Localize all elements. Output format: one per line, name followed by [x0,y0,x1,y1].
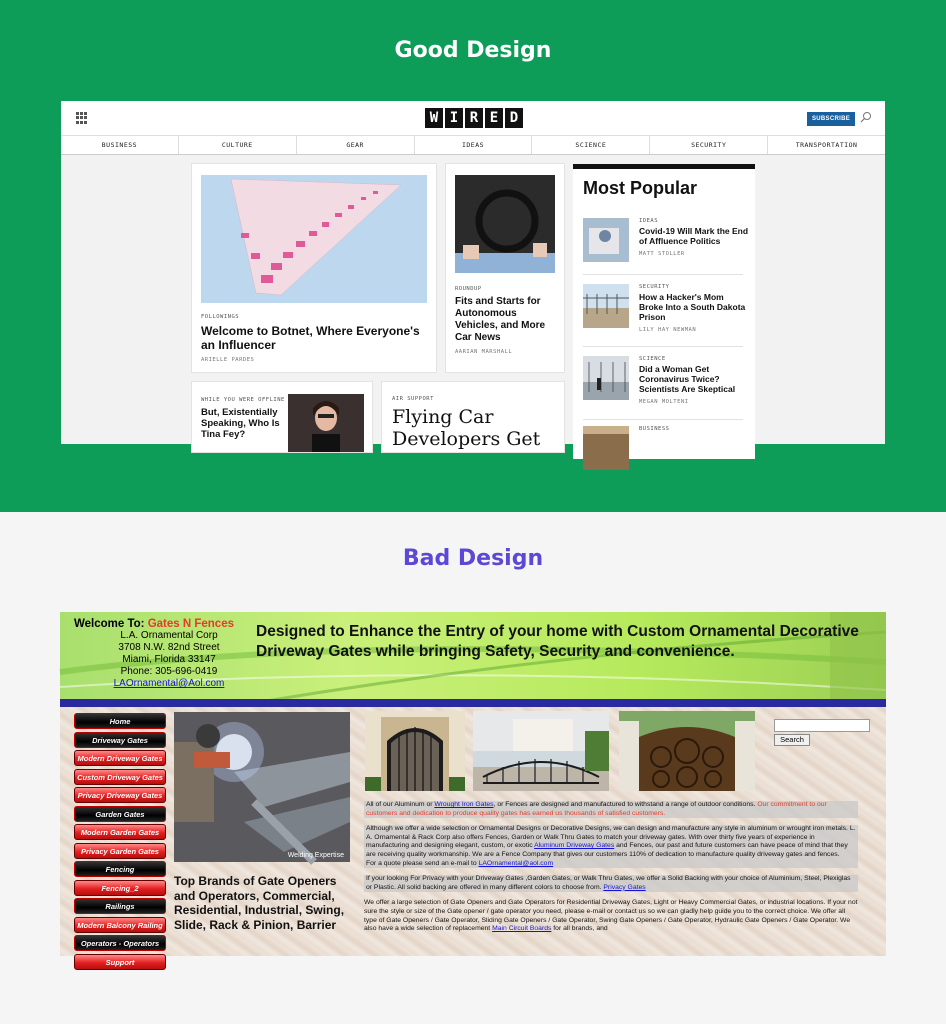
nav-button[interactable]: Privacy Driveway Gates [74,787,166,803]
wired-nav [61,136,885,155]
nav-button[interactable]: Fencing [74,861,166,877]
popular-kicker: IDEAS [639,218,659,224]
popular-kicker: SCIENCE [639,356,666,362]
gate-photo [365,711,465,791]
nav-ideas[interactable]: IDEAS [415,136,533,154]
roundup-image [455,175,555,273]
roundup-card[interactable] [446,164,564,372]
nav-button[interactable]: Support [74,954,166,970]
welcome-line [74,618,264,630]
body-text: for all brands, and [551,925,608,933]
most-popular-item[interactable] [583,356,743,418]
bad-sidebar-nav [74,713,166,972]
body-paragraph [364,801,858,818]
popular-thumb [583,284,629,328]
nav-security[interactable]: SECURITY [650,136,768,154]
nav-button[interactable]: Operators - Operators [74,935,166,951]
menu-grid-icon[interactable] [76,112,88,124]
offline-kicker: WHILE YOU WERE OFFLINE [201,397,285,403]
most-popular-item[interactable] [583,218,749,270]
search-icon[interactable] [860,111,872,123]
company-city: Miami, Florida 33147 [122,654,216,665]
privacy-gates-link[interactable]: Privacy Gates [603,883,646,891]
feature-card[interactable] [192,164,436,372]
body-text: All of our Aluminum or [366,801,435,808]
most-popular-item[interactable] [583,284,746,346]
nav-button[interactable]: Modern Driveway Gates [74,750,166,766]
bad-design-title: Bad Design [402,546,544,571]
popular-headline[interactable]: How a Hacker's Mom Broke Into a South Dakota Prison [639,292,746,322]
company-email-link[interactable]: LAOrnamental@Aol.com [113,678,225,689]
nav-button[interactable]: Driveway Gates [74,732,166,748]
logo-letter: W [425,108,443,128]
tina-fey-photo [288,394,364,452]
offline-card[interactable] [192,382,372,452]
search-button[interactable]: Search [774,734,810,746]
good-design-title: Good Design [394,38,552,63]
nav-button[interactable]: Fencing_2 [74,880,166,896]
wrought-iron-gates-link[interactable]: Wrought Iron Gates [434,801,494,808]
company-address-block [74,618,264,690]
roundup-headline[interactable]: Fits and Starts for Autonomous Vehicles, and More Car News [455,296,546,343]
roundup-byline: AARIAN MARSHALL [455,349,513,355]
gates-n-fences-screenshot [60,612,886,967]
popular-byline: MEGAN MOLTENI [639,399,689,405]
company-name: L.A. Ornamental Corp [120,630,218,641]
body-text: We offer a large selection of Gate Openers and Gate Operators for Residential Driveway Gates, Light or Heavy Commercial Gates, or industrial locations. If your not sure the style or size of the Gate opener / gate operator you need, please e-mail or contact us so we can gladly help guide you to the correct choice. We offer all type of Gate Openers / Gate Operator, Sliding Gate Openers / Gate Operator, Swing Gate Openers / Gate Operator, Hydraulic Gate Openers / Gate Operator. We also have a wide selection of replacement [364,899,858,933]
wired-homepage-screenshot [61,101,885,450]
main-circuit-boards-link[interactable]: Main Circuit Boards [492,925,552,933]
feature-byline: ARIELLE PARDES [201,357,255,363]
feature-headline[interactable]: Welcome to Botnet, Where Everyone's an Influencer [201,324,420,352]
body-paragraph [364,875,858,892]
subscribe-button[interactable]: SUBSCRIBE [807,112,855,126]
nav-button[interactable]: Railings [74,898,166,914]
offline-headline[interactable]: But, Existentially Speaking, Who Is Tina Fey? [201,407,280,440]
feature-image [201,175,427,303]
bad-banner [60,612,886,705]
logo-letter: D [505,108,523,128]
popular-thumb [583,356,629,400]
nav-button[interactable]: Modern Garden Gates [74,824,166,840]
popular-byline: LILY HAY NEWMAN [639,327,697,333]
quote-email-link[interactable]: LAOrnamental@aol.com [478,859,554,867]
nav-button[interactable]: Custom Driveway Gates [74,769,166,785]
search-input[interactable] [774,719,870,732]
aluminum-driveway-gates-link[interactable]: Aluminum Driveway Gates [534,842,615,850]
nav-button[interactable]: Privacy Garden Gates [74,843,166,859]
body-text: Although we offer a wide selection or Ornamental Designs or Decorative Designs, we can design and manufacture any style in aluminum or wrought iron metals. L. A. Ornamental & Rack Corp also offers Fences, Garden or Walk Thru Gates to match your driveway gates. With over thirty five years of experience in manufacturing and designing elegant, custom, or exotic [366,825,856,850]
gate-photo [473,711,609,791]
popular-headline[interactable]: Covid-19 Will Mark the End of Affluence Politics [639,226,749,246]
banner-headline: Designed to Enhance the Entry of your home with Custom Ornamental Decorative Driveway Gates while bringing Safety, Security and convenience. [256,623,859,660]
company-phone: Phone: 305-696-0419 [120,666,218,677]
body-text: If your looking For Privacy with your Driveway Gates ,Garden Gates, or Walk Thru Gates, we offer a Solid Backing with your choice of Aluminium, Steel, Plexiglas or Plastic. All solid backing are offered in many different colors to choose from. [366,875,851,891]
nav-science[interactable]: SCIENCE [532,136,650,154]
nav-culture[interactable]: CULTURE [179,136,297,154]
air-headline[interactable]: Flying Car Developers Get [392,406,541,450]
welder-caption: Welding Expertise [287,852,344,859]
wired-header [61,101,885,136]
body-paragraph [364,825,858,868]
company-street: 3708 N.W. 82nd Street [118,642,220,653]
popular-thumb [583,218,629,262]
wired-logo[interactable] [425,108,523,128]
body-text: , or Fences are designed and manufactured to withstand a range of outdoor conditions. [493,801,758,808]
body-paragraph [364,899,858,933]
brand-name: Gates N Fences [147,618,234,630]
air-kicker: AIR SUPPORT [392,396,434,402]
nav-button[interactable]: Modern Balcony Railing [74,917,166,933]
most-popular-item[interactable] [583,426,743,446]
feature-kicker: FOLLOWINGS [201,314,240,320]
nav-business[interactable]: BUSINESS [61,136,179,154]
nav-button[interactable]: Garden Gates [74,806,166,822]
popular-kicker: SECURITY [639,284,670,290]
body-text: and Fences, our past and future customers can have peace of mind that they are receiving quality workmanship. We are a Fence Company that gives our customers 110% of dedication to manufacture quality driveway gates and fences. [366,842,848,858]
popular-thumb [583,426,629,470]
welder-photo [174,712,350,862]
popular-headline[interactable]: Did a Woman Get Coronavirus Twice? Scientists Are Skeptical [639,364,736,394]
logo-letter: I [445,108,463,128]
gate-photo [619,711,755,791]
popular-kicker: BUSINESS [639,426,670,432]
body-text: For a quote please send an e-mail to [366,859,479,867]
popular-byline: MATT STOLLER [639,251,685,257]
bad-body-text [364,801,858,941]
banner-stripe [60,699,886,707]
roundup-kicker: ROUNDUP [455,286,482,292]
logo-letter: R [465,108,483,128]
nav-gear[interactable]: GEAR [297,136,415,154]
logo-letter: E [485,108,503,128]
nav-button[interactable]: Home [74,713,166,729]
welcome-prefix: Welcome To: [74,618,148,630]
nav-transportation[interactable]: TRANSPORTATION [795,141,858,149]
brands-text: Top Brands of Gate Openers and Operators, Commercial, Residential, Industrial, Swing, Slide, Rack & Pinion, Barrier [174,874,345,932]
body-text-red: Our commitment to our customers and dedication to produce quality gates has earned us thousands of satisfied customers. [366,801,827,817]
most-popular-title: Most Popular [583,178,698,198]
air-support-card[interactable] [382,382,564,452]
